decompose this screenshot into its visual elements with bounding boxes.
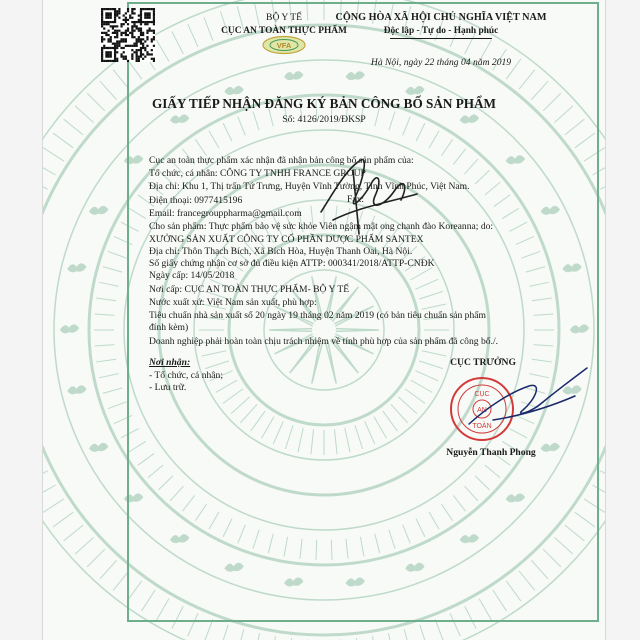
body-line: Cho sản phẩm: Thực phẩm bảo vệ sức khỏe Viên ngậm mật ong chanh đào Koreanna; do: [149, 221, 494, 232]
svg-text:VFA: VFA [276, 41, 292, 51]
signer-title: CỤC TRƯỞNG [450, 357, 516, 368]
signer-name: Nguyễn Thanh Phong [446, 447, 536, 458]
official-seal-icon [447, 374, 517, 444]
recipients-heading: Nơi nhận: [149, 357, 191, 368]
body-line: đính kèm) [149, 322, 189, 333]
body-line: Doanh nghiệp phải hoàn toàn chịu trách nhiệm về tính phù hợp của sản phẩm đã công bố./. [149, 336, 499, 347]
national-motto: Độc lập - Tự do - Hạnh phúc [383, 26, 499, 36]
body-line: Nơi cấp: CỤC AN TOÀN THỰC PHẨM- BỘ Y TẾ [149, 284, 350, 295]
svg-text:AN: AN [477, 407, 487, 414]
body-line: Tiêu chuẩn nhà sản xuất số 20 ngày 19 tháng 02 năm 2019 (có bản tiêu chuẩn sản phẩm [149, 310, 486, 321]
agency-name: CỤC AN TOÀN THỰC PHẨM [221, 26, 347, 36]
body-line: XƯỞNG SẢN XUẤT CÔNG TY CỔ PHẦN DƯỢC PHẨM SANTEX [149, 234, 424, 245]
motto-underline [390, 38, 492, 39]
republic-title: CỘNG HÒA XÃ HỘI CHỦ NGHĨA VIỆT NAM [335, 12, 547, 23]
body-line: Nước xuất xứ: Việt Nam sản xuất, phù hợp: [149, 297, 317, 308]
body-line: Ngày cấp: 14/05/2018 [149, 270, 235, 281]
recipient-item: - Tổ chức, cá nhân; [149, 370, 224, 381]
body-line: Địa chỉ: Khu 1, Thị trấn Tứ Trưng, Huyện Vĩnh Tường, Tỉnh Vĩnh Phúc, Việt Nam. [149, 181, 470, 192]
qr-code-image [101, 8, 155, 62]
document-title: GIẤY TIẾP NHẬN ĐĂNG KÝ BẢN CÔNG BỐ SẢN PHẨM [152, 96, 496, 111]
body-line: Điện thoại: 0977415196 [149, 195, 243, 206]
body-line: Tổ chức, cá nhân: CÔNG TY TNHH FRANCE GROUP [149, 168, 366, 179]
place-and-date: Hà Nội, ngày 22 tháng 04 năm 2019 [370, 57, 512, 68]
svg-text:CỤC: CỤC [474, 391, 490, 398]
body-line: Cục an toàn thực phẩm xác nhận đã nhận bản công bố sản phẩm của: [149, 155, 414, 166]
body-line: Địa chỉ: Thôn Thạch Bích, Xã Bích Hòa, Huyện Thanh Oai, Hà Nội. [149, 246, 413, 257]
ministry-name: BỘ Y TẾ [266, 12, 302, 23]
vfa-logo-icon [261, 35, 307, 55]
certificate-document [42, 0, 606, 640]
body-line: Fax: [347, 194, 365, 205]
body-line: Số giấy chứng nhận cơ sở đủ điều kiện ATTP: 000341/2018/ATTP-CNĐK [149, 258, 435, 269]
body-line: Email: francegrouppharma@gmail.com [149, 208, 302, 219]
document-number: Số: 4126/2019/ĐKSP [282, 114, 366, 125]
recipient-item: - Lưu trữ. [149, 382, 187, 393]
svg-text:TOÀN: TOÀN [472, 423, 492, 430]
